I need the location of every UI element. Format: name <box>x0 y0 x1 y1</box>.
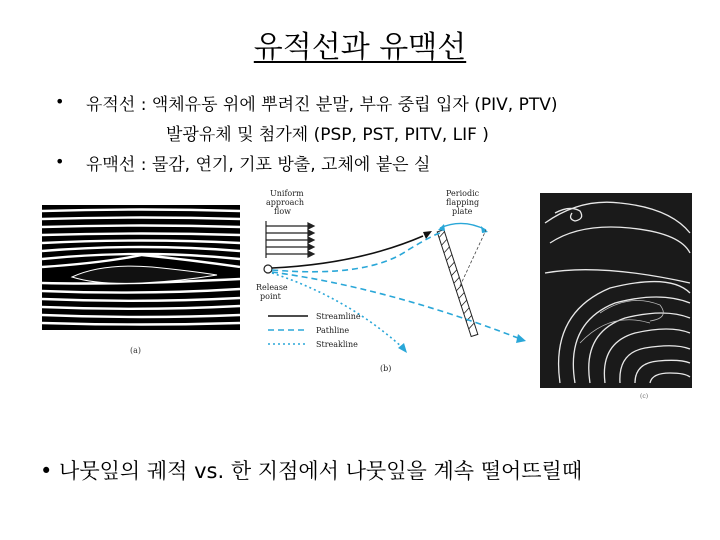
bullet-pathline-line1 <box>86 150 430 175</box>
flapping-label-3: plate <box>452 207 473 216</box>
bullet-marker: • <box>55 92 65 111</box>
panel-label-b: (b) <box>380 364 392 373</box>
bullet-term: 유적선 <box>86 95 136 115</box>
flapping-label-2: flapping <box>446 198 480 207</box>
panel-label-c: (c) <box>640 393 649 400</box>
bullet-separator: : <box>140 95 147 115</box>
bullet-separator: : <box>140 155 147 175</box>
release-label-2: point <box>260 292 281 301</box>
bullet-term: 유맥선 <box>86 155 136 175</box>
bottom-note: • 나뭇잎의 궤적 vs. 한 지점에서 나뭇잎을 계속 떨어뜨릴때 <box>40 459 583 483</box>
bullet-text: 물감, 연기, 기포 방출, 고체에 붙은 실 <box>151 155 431 175</box>
streamline-path <box>272 236 423 268</box>
figure-a-flow-photo <box>42 205 240 357</box>
slide-title: 유적선과 유맥선 <box>253 30 467 65</box>
flap-arc <box>440 223 486 230</box>
streakline-path <box>272 273 403 348</box>
legend-streakline: Streakline <box>316 340 358 349</box>
bullet-text: 액체유동 위에 뿌려진 분말, 부유 중립 입자 (PIV, PTV) <box>151 95 558 115</box>
panel-label-a: (a) <box>130 346 142 355</box>
release-label-1: Release <box>256 283 288 292</box>
pathline-lower-path <box>272 272 518 338</box>
uniform-label-3: flow <box>274 207 291 216</box>
legend-pathline: Pathline <box>316 326 350 335</box>
figure-b-diagram <box>248 188 528 378</box>
bullet-streakline-line2: 발광유체 및 첨가제 (PSP, PST, PITV, LIF ) <box>166 125 489 145</box>
flapping-label-1: Periodic <box>446 189 480 198</box>
legend <box>268 312 361 349</box>
figure-c-flow-photo <box>540 193 692 403</box>
uniform-label-1: Uniform <box>270 189 304 198</box>
uniform-flow-arrows <box>266 221 314 258</box>
bullet-marker: • <box>55 152 65 171</box>
uniform-label-2: approach <box>266 198 305 207</box>
legend-streamline: Streamline <box>316 312 361 321</box>
bullet-streakline-line1 <box>86 90 557 115</box>
release-point-marker <box>264 265 272 273</box>
